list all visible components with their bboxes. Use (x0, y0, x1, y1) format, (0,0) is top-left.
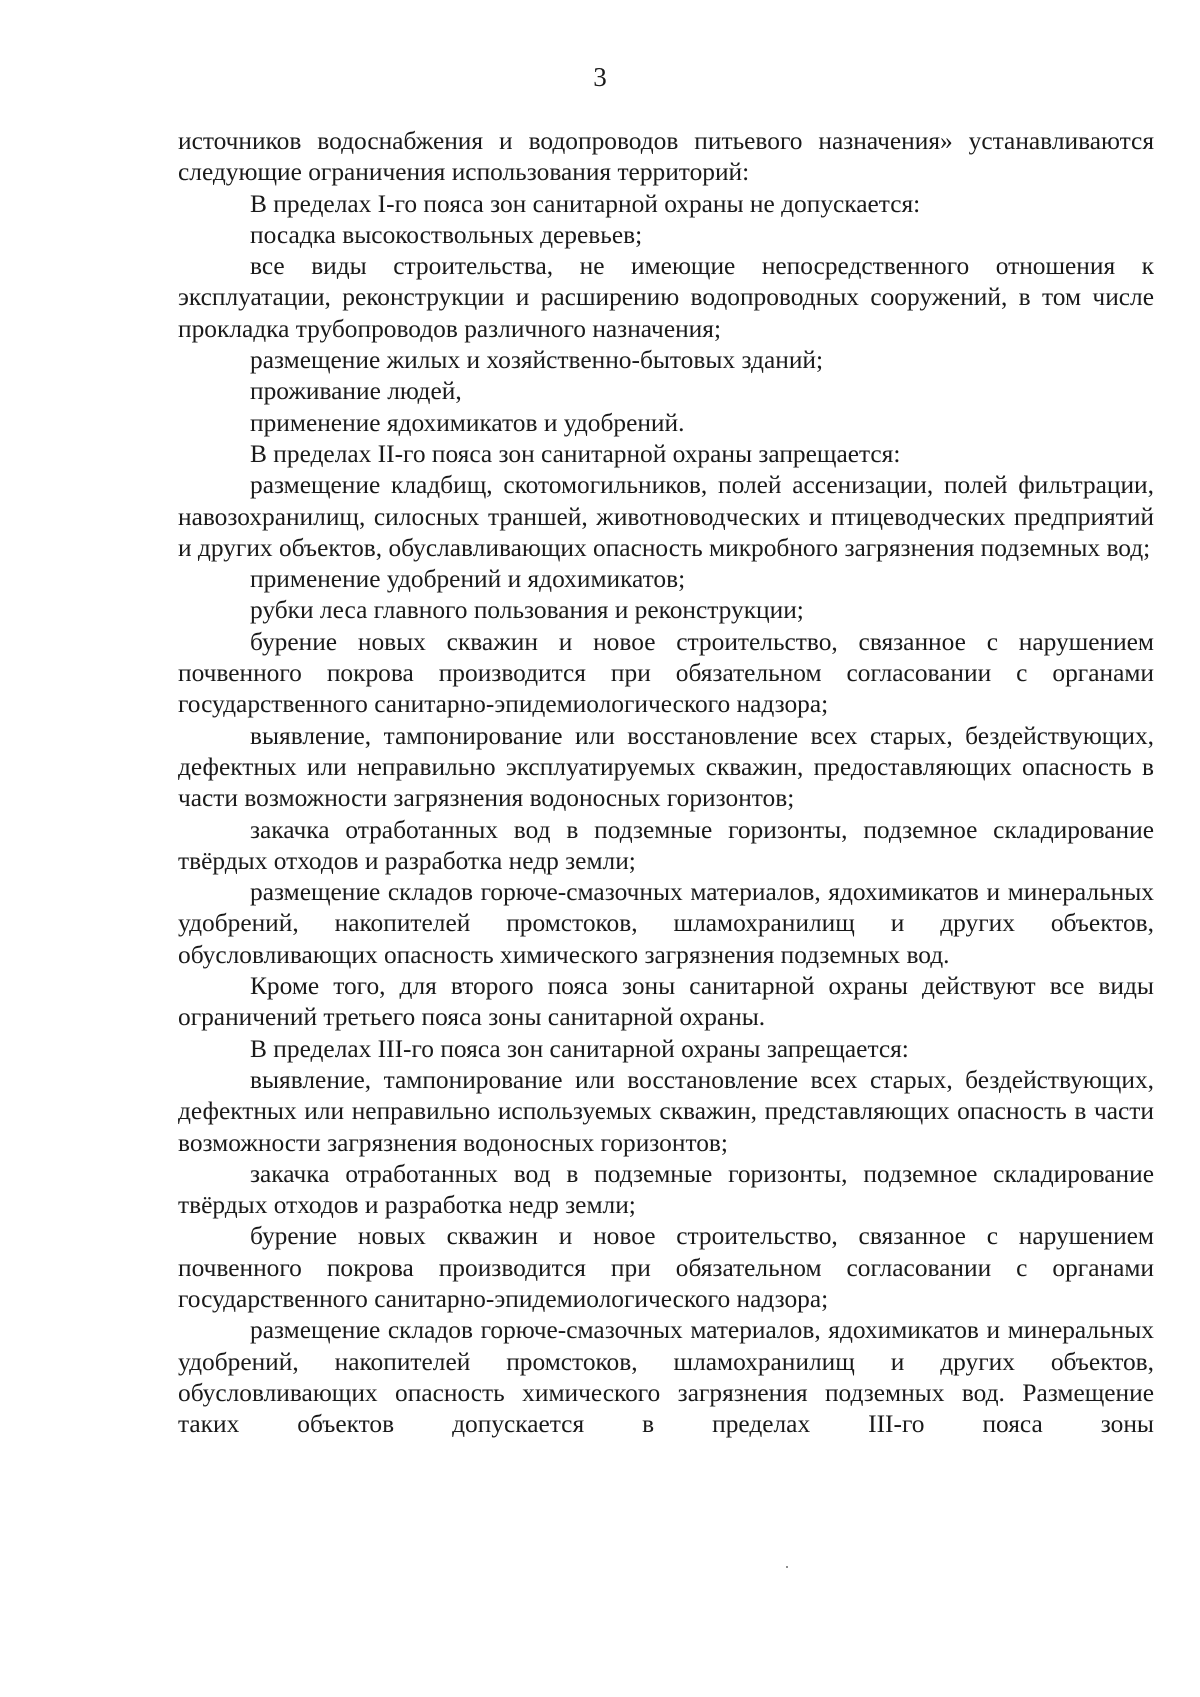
paragraph-12: бурение новых скважин и новое строительство, связанное с нарушением почвенного покрова производится при обязательном согласовании с органами государственного санитарно-эпидемиологического надзора; (178, 627, 1154, 719)
paragraph-20: бурение новых скважин и новое строительство, связанное с нарушением почвенного покрова производится при обязательном согласовании с органами государственного санитарно-эпидемиологического надзора; (178, 1222, 1154, 1313)
paragraph-13: выявление, тампонирование или восстановление всех старых, бездействующих, дефектных или неправильно эксплуатируемых скважин, предоставляющих опасность в части возможности загрязнения водоносных горизонтов; (178, 721, 1154, 813)
paragraph-3: посадка высокоствольных деревьев; (250, 220, 643, 249)
paragraph-15: размещение складов горюче-смазочных материалов, ядохимикатов и минеральных удобрений, накопителей промстоков, шламохранилищ и других объектов, обусловливающих опасность химического загрязнения подземных вод. (178, 878, 1154, 969)
paragraph-21: размещение складов горюче-смазочных материалов, ядохимикатов и минеральных удобрений, накопителей промстоков, шламохранилищ и других объектов, обусловливающих опасность химического загрязнения подземных вод. Размещение таких объектов допускается в пределах III-го пояса зоны (178, 1316, 1154, 1439)
page-number: 3 (593, 62, 607, 92)
paragraph-5: размещение жилых и хозяйственно-бытовых зданий; (250, 346, 824, 375)
paragraph-11: рубки леса главного пользования и реконструкции; (250, 596, 804, 625)
paragraph-14: закачка отработанных вод в подземные горизонты, подземное складирование твёрдых отходов и разработка недр земли; (178, 815, 1154, 875)
paragraph-8: В пределах II-го пояса зон санитарной охраны запрещается: (250, 439, 901, 468)
scan-dot (786, 1566, 788, 1568)
paragraph-18: выявление, тампонирование или восстановление всех старых, бездействующих, дефектных или неправильно используемых скважин, представляющих опасность в части возможности загрязнения водоносных горизонтов; (178, 1065, 1154, 1157)
paragraph-1: источников водоснабжения и водопроводов питьевого назначения» устанавливаются следующие ограничения использования территорий: (178, 127, 1154, 187)
paragraph-2: В пределах I-го пояса зон санитарной охраны не допускается: (250, 189, 921, 218)
paragraph-16: Кроме того, для второго пояса зоны санитарной охраны действуют все виды ограничений третьего пояса зоны санитарной охраны. (178, 972, 1154, 1032)
body-text (178, 126, 1154, 1440)
paragraph-9: размещение кладбищ, скотомогильников, полей ассенизации, полей фильтрации, навозохранилищ, силосных траншей, животноводческих и птицеводческих предприятий и других объектов, обуславливающих опасность микробного загрязнения подземных вод; (178, 471, 1154, 562)
paragraph-6: проживание людей, (250, 377, 462, 406)
paragraph-7: применение ядохимикатов и удобрений. (250, 408, 685, 437)
paragraph-10: применение удобрений и ядохимикатов; (250, 565, 686, 594)
paragraph-4: все виды строительства, не имеющие непосредственного отношения к эксплуатации, реконструкции и расширению водопроводных сооружений, в том числе прокладка трубопроводов различного назначения; (178, 252, 1154, 343)
paragraph-19: закачка отработанных вод в подземные горизонты, подземное складирование твёрдых отходов и разработка недр земли; (178, 1159, 1154, 1220)
paragraph-17: В пределах III-го пояса зон санитарной охраны запрещается: (250, 1034, 909, 1063)
